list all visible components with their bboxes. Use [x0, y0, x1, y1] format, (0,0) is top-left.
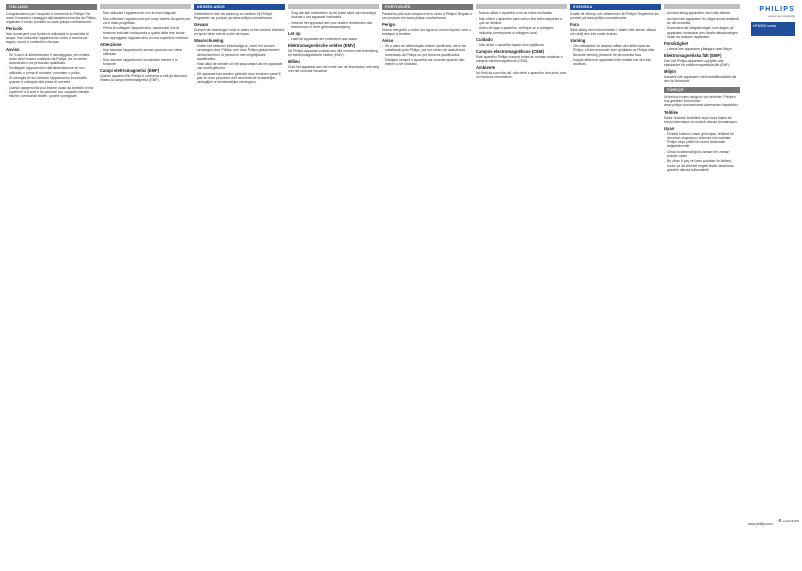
list-item: - Använd aldrig apparaten med våta händer.	[664, 11, 740, 15]
para: Den här Philips-apparaten uppfyller alla standarder för elektromagnetiska fält (EMF).	[664, 58, 731, 67]
list	[382, 44, 473, 66]
para: Nunca mergulhe o motor em água ou noutro líquido, nem o enxagúe à torneira.	[382, 28, 471, 37]
para: Congratulazioni per l'acquisto e benvenuti in Philips! Per trarre il massimo vantaggio dall'assistenza fornita da Philips, registrate il vostro prodotto su www.philips.com/welcome.	[6, 12, 97, 25]
list-item: - Lämna inte apparaten påslagen utan tillsyn.	[664, 47, 740, 51]
heading: Campi elettromagnetici (EMF)	[100, 68, 160, 74]
heading: Cuidado	[476, 36, 493, 42]
para: Sänk aldrig ned motorenheten i vatten eller annan vätska och skölj den inte under kranen.	[570, 28, 656, 37]
column-2	[100, 4, 191, 563]
column-1	[6, 4, 97, 563]
para: Non immergere mai l'unità né utilizzarla in prossimità di acqua. Non utilizzare l'apparecchio vicino a vasche da bagno, docce o contenitori d'acqua.	[6, 32, 89, 45]
heading: Varning	[570, 38, 586, 44]
list	[664, 11, 740, 39]
list	[100, 48, 191, 66]
heading: Attenzione	[100, 42, 122, 48]
website-url: www.philips.com	[748, 522, 774, 526]
recycle-text: ecoPHILIPS	[782, 519, 800, 523]
list-item: - Si consiglia di non lasciare l'apparecchio incustodito quando è collegato alla presa di corrente.	[6, 76, 97, 84]
list-item: - Non lasciare l'apparecchio incustodito mentre è in funzione.	[100, 58, 191, 66]
list	[664, 47, 740, 51]
list-item: - Indien het netsnoer beschadigd is, moet het worden vervangen door Philips, een door Philips geautoriseerd servicecentrum of personen met vergelijkbare kwalificaties.	[194, 44, 285, 60]
list-item: - Nunca utilize o aparelho com as mãos molhadas.	[476, 11, 567, 15]
para: Parabéns pela sua compra e bem-vindo à Philips! Registe o seu produto em www.philips.com/welcome.	[382, 12, 473, 21]
list-item: - Cihazı kullanmadığınız zaman her zaman prizden çekin.	[664, 150, 740, 158]
list	[6, 53, 97, 99]
list-item: - Haal altijd de stekker uit het stopcontact als het apparaat niet wordt gebruikt.	[194, 62, 285, 70]
para: Ürününüzü satın aldığınız için tebrikler, Philips'e hoş geldiniz! Ürününüzü www.philips.com/welcome adresinden kaydettirin.	[664, 95, 739, 108]
column-6	[476, 4, 567, 563]
language-tab: SVENSKA	[570, 4, 661, 10]
heading: Tehlike	[664, 109, 679, 115]
list	[288, 37, 379, 41]
para: Grattis till ditt köp och välkommen till Philips! Registrera din produkt på www.philips.com/welcome.	[570, 12, 659, 21]
para: Questo apparecchio Philips è conforme a tutti gli standard relativi ai campi elettromagnetici (EMF).	[100, 74, 187, 83]
list-item: - Gebruik het apparaat niet voor andere doeleinden dan beschreven in deze gebruiksaanwijzing.	[288, 21, 379, 29]
list	[570, 44, 661, 66]
philips-tagline: sense and simplicity	[768, 14, 795, 18]
heading: Uyarı	[664, 125, 675, 131]
list-item: - Koppla alltid bort apparaten från elnätet när den inte används.	[570, 58, 661, 66]
column-3	[194, 4, 285, 563]
column-7	[570, 4, 661, 563]
heading: Fara	[570, 22, 579, 28]
list-item: - Scollegare l'apparecchio dall'alimentazione se non utilizzato o prima di montare, smontare o pulire.	[6, 66, 97, 74]
list	[476, 11, 567, 35]
list-item: - Desligue sempre o aparelho da corrente quando não estiver a ser utilizado.	[382, 58, 473, 66]
heading: Miljön	[664, 69, 677, 75]
list	[100, 11, 191, 40]
heading: Ambiente	[476, 64, 496, 70]
language-tab: PORTUGUÊS	[382, 4, 473, 10]
heading: Aviso	[382, 38, 394, 44]
list	[476, 43, 567, 47]
column-band	[288, 4, 379, 9]
heading: Let op	[288, 30, 301, 36]
heading: Avviso	[6, 46, 20, 52]
list-item: - Kontrollera att nätspänningen som anges på apparaten motsvarar den lokala nätspänningen innan du ansluter apparaten.	[664, 26, 740, 38]
list-item: - Non lasciare l'apparecchio acceso quando non viene utilizzato.	[100, 48, 191, 56]
para: Dompel de haardroger nooit in water of een andere vloeistof en spoel deze niet af onder de kraan.	[194, 28, 285, 37]
para: Dit Philips-apparaat voldoet aan alle normen met betrekking tot elektromagnetische velden (EMV).	[288, 49, 378, 58]
language-tab: TÜRKÇE	[664, 87, 740, 93]
list-item: - Se o cabo de alimentação estiver danificado, deve ser substituído pela Philips, por um centro de assistência autorizado da Philips ou por técnicos qualificados.	[382, 44, 473, 56]
list-item: - Dit apparaat kan worden gebruikt door kinderen vanaf 8 jaar en door personen met verminderde lichamelijke, zintuiglijke of verstandelijke vermogens.	[194, 72, 285, 84]
list	[194, 44, 285, 84]
list-item: - Questo apparecchio può essere usato da bambini di età superiore a 8 anni e da persone con capacità mentali, fisiche o sensoriali ridotte, purché sorvegliate.	[6, 86, 97, 98]
heading: Elektromagnetische velden (EMV)	[288, 43, 356, 49]
list-item: - Se il cavo di alimentazione è danneggiato, per evitare rischi deve essere sostituito da Philips, da un centro autorizzato o da personale qualificato.	[6, 53, 97, 65]
recycle-logo	[778, 518, 799, 523]
language-tab: ITALIANO	[6, 4, 97, 10]
philips-wordmark: PHILIPS	[759, 6, 795, 13]
para: Gefeliciteerd met uw aankoop en welkom bij Philips! Registreer uw product op www.philips.com/welcome.	[194, 12, 274, 21]
para: No final da sua vida útil, não deite o aparelho fora junto com os resíduos domésticos.	[476, 70, 567, 80]
para: Motor ünitesini kesinlikle suya veya başka bir sıvıya batırmayın ve musluk altında durulamayın.	[664, 115, 738, 124]
heading: Pericolo	[6, 26, 23, 32]
list-item: - Om nätsladden är skadad måste den alltid bytas av Philips, ett servicecenter som godkänts av Philips eller liknande behörig personal för att undvika fara.	[570, 44, 661, 56]
para: Gooi het apparaat aan het einde van de levensduur niet weg met het normale huisafval.	[288, 65, 379, 74]
list-item: - Non utilizzare l'apparecchio per scopi diversi da quello per cui è stato progettato.	[100, 17, 191, 25]
philips-logo	[751, 6, 795, 18]
list-item: - Zorg dat alle onderdelen op de juiste wijze zijn bevestigd voordat u het apparaat inschakelt.	[288, 11, 379, 19]
column-band	[476, 4, 567, 9]
list-item: - Antes de ligar o aparelho, verifique se a voltagem indicada corresponde à voltagem local.	[476, 26, 567, 34]
model-text: HP8/300 series	[753, 24, 777, 28]
list-item: - Laat het apparaat niet onbeheerd aan staan.	[288, 37, 379, 41]
column-band	[664, 4, 740, 9]
list-item: - Elektrik kablosu hasar görmüşse, tehlikeli bir durumun oluşmasını önlemek için mutlaka Philips veya yetkili bir servis tarafından değiştirilmelidir.	[664, 132, 740, 148]
heading: Milieu	[288, 59, 300, 65]
heading: Perigo	[382, 22, 396, 28]
heading: Försiktighet	[664, 40, 688, 46]
list-item: - Não utilize o aparelho para outros fins além daqueles a que se destina.	[476, 17, 567, 25]
recycle-icon: ♻	[778, 518, 782, 523]
list-item: - Använd inte apparaten för något annat ändamål än det avsedda.	[664, 17, 740, 25]
heading: Campos electromagnéticos (CEM)	[476, 48, 544, 54]
list	[664, 132, 740, 172]
list-item: - Bu cihaz 8 yaş ve üzeri çocuklar ile fiziksel, motor ya da zihinsel engelli kişiler tarafından gözetim altında kullanılabilir.	[664, 159, 740, 171]
para: Este aparelho Philips cumpre todas as normas relativas a campos electromagnéticos (CEM).	[476, 54, 563, 63]
column-5	[382, 4, 473, 563]
list-item: - Non appoggiare l'apparecchio su una superficie morbida.	[100, 36, 191, 40]
heading: Gevaar	[194, 22, 209, 28]
language-tab: NEDERLANDS	[194, 4, 285, 10]
para: Kassera inte apparaten med hushållsavfallet när den är förbrukad.	[664, 75, 737, 84]
column-4	[288, 4, 379, 563]
model-block	[751, 22, 795, 36]
column-8	[664, 4, 740, 563]
list-item: - Não deixe o aparelho ligado sem vigilância.	[476, 43, 567, 47]
heading: Elektromagnetiska fält (EMF)	[664, 52, 722, 58]
list-item: - Prima di collegare l'apparecchio, assicurarsi che la tensione indicata corrisponda a quella della rete locale.	[100, 26, 191, 34]
heading: Waarschuwing	[194, 38, 224, 44]
list-item: - Non utilizzare l'apparecchio con le mani bagnate.	[100, 11, 191, 15]
list	[288, 11, 379, 29]
column-band	[100, 4, 191, 9]
